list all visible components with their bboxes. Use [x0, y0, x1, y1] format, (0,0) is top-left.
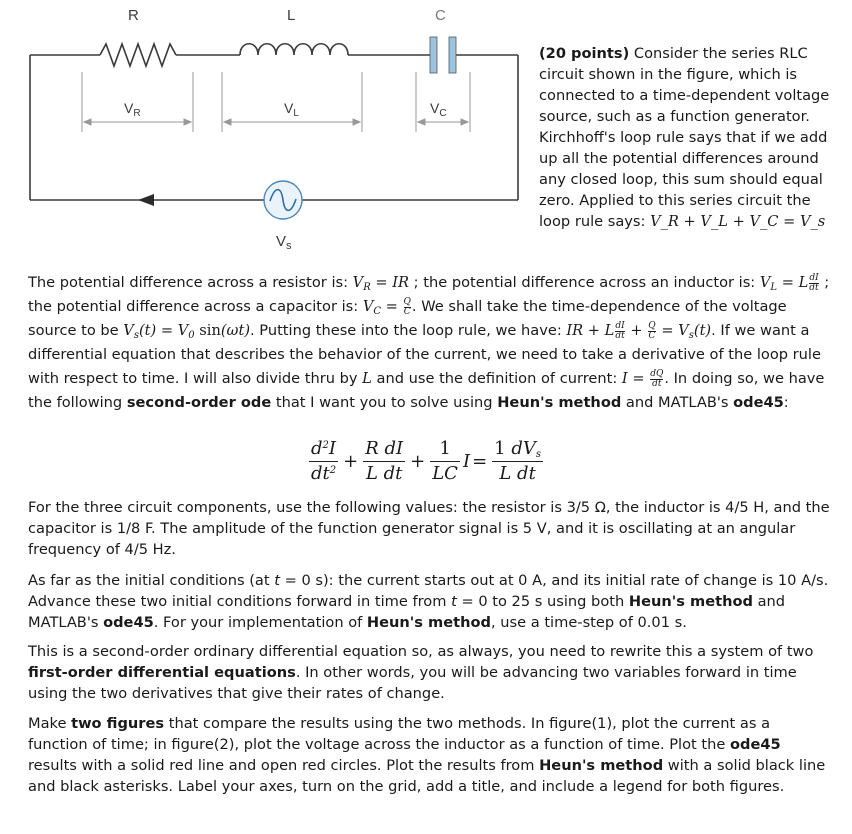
body-s6: If we want a differential equation that describes the behavior of the current, we need to take a derivative of the loop rule with respect to time. I will also divide thru by [28, 322, 821, 387]
intro-paragraph [539, 43, 839, 232]
eq-current-def: I = $\frac{dQ}{dt}$ [621, 368, 664, 389]
eq-source: $V_s(t) = V_0$ sin(ωt) [123, 322, 251, 341]
intro-text: Consider the series RLC circuit shown in the figure, which is connected to a time-dependent voltage source, such as a function generator. Kirchhoff's loop rule says that if we add up all the potential differences around any closed loop, this sum should equal zero. Applied to this series circuit the loop rule says: [539, 45, 830, 230]
body-s3: the potential difference across a capacitor is: [28, 298, 363, 315]
second-order-ode-equation: $\frac{d^2I}{dt^2}$ + $\frac{\text{R dI}}{\text{L dt}}$ + $\frac{1}{LC}$ I = 1 $dV_s$ L dt [310, 438, 542, 484]
body-s14: : [783, 394, 789, 411]
body-s5: Putting these into the loop rule, we have: [254, 322, 567, 339]
label-vr: $V_R$ [124, 100, 141, 119]
current-direction-arrow [138, 194, 154, 206]
label-r: R [128, 7, 139, 24]
body-s7: and use the definition of current: [371, 370, 622, 387]
body-s8: In doing so, we have the following [28, 370, 825, 411]
components-paragraph: For the three circuit components, use the following values: the resistor is 3/5 Ω, the inductor is 4/5 H, and the capacitor is 1/8 F. The amplitude of the function generator signal is 5 V, and it is oscillating at an angular frequency of 4/5 Hz. [28, 499, 830, 558]
eq-loop-substituted: IR + L $\frac{dI}{dt}$ + $\frac{Q}{C}$ = $V_s(t)$ [566, 320, 712, 341]
eq-capacitor: $V_C$ = $\frac{Q}{C}$ [362, 296, 411, 317]
label-vs: $V_s$ [276, 233, 292, 252]
body-s11: Heun's method [497, 394, 622, 411]
body-s13: ode45 [733, 394, 784, 411]
capacitor-symbol [430, 37, 456, 73]
label-c: C [435, 7, 446, 24]
ac-source-symbol [264, 181, 302, 219]
label-vl: $V_L$ [284, 100, 299, 119]
eq-inductor: $V_L = L$ $\frac{dI}{dt}$ [759, 272, 819, 293]
points-label: (20 points) [539, 45, 630, 62]
body-s10: that I want you to solve using [271, 394, 498, 411]
inductor-symbol [240, 44, 348, 55]
eq-resistor: $V_R$ = IR [352, 274, 410, 293]
label-vc: $V_C$ [430, 100, 447, 119]
body-s4: We shall take the time-dependence of the voltage source to be [28, 298, 787, 339]
body-paragraph: The potential difference across a resistor is: $V_R$ = IR ; the potential difference across an inductor is: $V_L = L$ $\frac{dI}{dt}$ ; the potential difference across a capacitor is: $V_C$ = $\frac{Q}{C}$ . We shall take the time-dependence of the voltage source to be $V_s(t) = V_0$ sin(ωt). Putting these into the loop rule, we have: IR + L $\frac{dI}{dt}$ + $\frac{Q}{C}$ = $V_s(t)$. If we want a differential equation that describes the behavior of the current, we need to take a derivative of the loop rule with respect to time. I will also divide thru by L and use the definition of current: I = $\frac{dQ}{dt}$ . In doing so, we have the following second-order ode that I want you to solve using Heun's method and MATLAB's ode45: [28, 272, 830, 411]
loop-rule-equation: V_R + V_L + V_C = V_s [650, 213, 826, 230]
first-order-system-paragraph: This is a second-order ordinary differential equation so, as always, you need to rewrite this a system of two first-order differential equations. In other words, you will be advancing two variables forward in time using the two derivatives that give their rates of change. [28, 643, 814, 702]
rlc-circuit-diagram [0, 0, 520, 260]
body-s12: and MATLAB's [621, 394, 734, 411]
body-s2: ; the potential difference across an inductor is: [413, 274, 760, 291]
body-s9: second-order ode [126, 394, 272, 411]
figures-paragraph: Make two figures that compare the results using the two methods. In figure(1), plot the current as a function of time; in figure(2), plot the voltage across the inductor as a function of time. Plot the ode45 results with a solid red line and open red circles. Plot the results from Heun's method with a solid black line and black asterisks. Label your axes, turn on the grid, add a title, and include a legend for both figures. [28, 715, 826, 795]
label-l: L [287, 7, 296, 24]
symbol-l: L [362, 370, 372, 387]
initial-conditions-paragraph: As far as the initial conditions (at t = 0 s): the current starts out at 0 A, and its initial rate of change is 10 A/s. Advance these two initial conditions forward in time from t = 0 to 25 s using both Heun's method and MATLAB's ode45. For your implementation of Heun's method, use a time-step of 0.01 s. [28, 572, 829, 631]
voltage-span-arrows [82, 72, 470, 132]
body-s1: The potential difference across a resistor is: [28, 274, 353, 291]
resistor-symbol [100, 44, 176, 66]
